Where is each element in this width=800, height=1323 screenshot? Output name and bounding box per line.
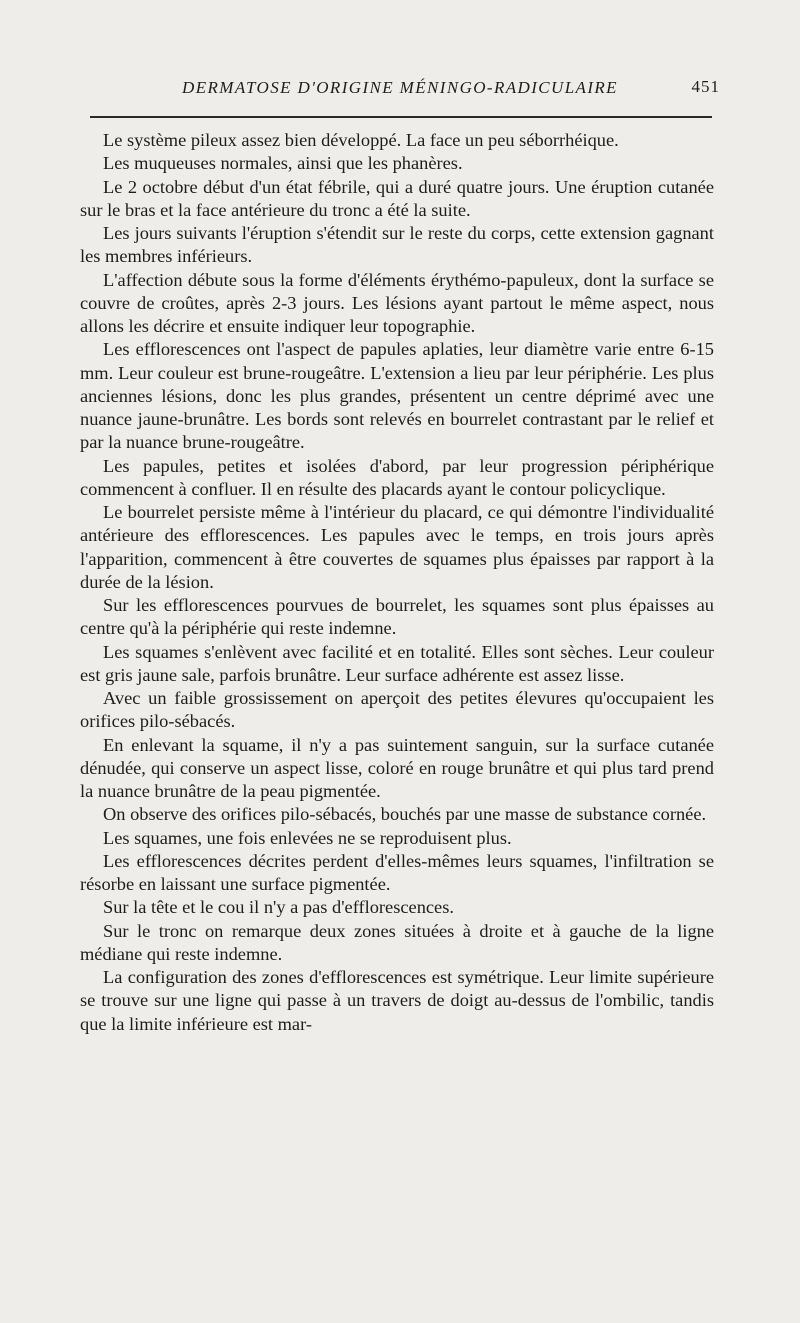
paragraph: Les squames, une fois enlevées ne se reproduisent plus. [103,827,512,848]
paragraph: Le 2 octobre début d'un état fébrile, qui a duré quatre jours. Une éruption cutanée sur le bras et la face antérieure du tronc a été la suite. [80,176,714,220]
page-number: 451 [691,77,720,96]
paragraph: Le bourrelet persiste même à l'intérieur du placard, ce qui démontre l'individualité antérieure des efflorescences. Les papules avec le temps, en trois jours après l'apparition, commencent à être couvertes de squames plus épaisses par rapport à la durée de la lésion. [80,502,714,592]
paragraph: Sur le tronc on remarque deux zones situées à droite et à gauche de la ligne médiane qui reste indemne. [80,920,714,964]
paragraph: Les papules, petites et isolées d'abord, par leur progression périphérique commencent à confluer. Il en résulte des placards ayant le contour policyclique. [80,455,714,499]
paragraph: Les efflorescences décrites perdent d'elles-mêmes leurs squames, l'infiltration se résorbe en laissant une surface pigmentée. [80,850,714,894]
body-text [80,129,714,1036]
paragraph: Sur la tête et le cou il n'y a pas d'efflorescences. [103,897,454,918]
paragraph: Sur les efflorescences pourvues de bourrelet, les squames sont plus épaisses au centre qu'à la périphérie qui reste indemne. [80,595,714,639]
running-head [80,78,720,100]
paragraph: Les efflorescences ont l'aspect de papules aplaties, leur diamètre varie entre 6-15 mm. Leur couleur est brune-rougeâtre. L'extension a lieu par leur périphérie. Les plus anciennes lésions, donc les plus grandes, présentent un centre déprimé avec une nuance jaune-brunâtre. Les bords sont relevés en bourrelet contrastant par le relief et par la nuance brune-rougeâtre. [80,339,714,453]
paragraph: Les muqueuses normales, ainsi que les phanères. [103,153,463,174]
paragraph: Avec un faible grossissement on aperçoit des petites élevures qu'occupaient les orifices pilo-sébacés. [80,688,714,732]
paragraph: La configuration des zones d'efflorescences est symétrique. Leur limite supérieure se trouve sur une ligne qui passe à un travers de doigt au-dessus de l'ombilic, tandis que la limite inférieure est mar- [80,967,714,1034]
running-title: DERMATOSE D'ORIGINE MÉNINGO-RADICULAIRE [182,78,618,97]
paragraph: On observe des orifices pilo-sébacés, bouchés par une masse de substance cornée. [103,804,707,825]
paragraph: Les jours suivants l'éruption s'étendit sur le reste du corps, cette extension gagnant les membres inférieurs. [80,223,714,267]
header-rule [90,116,712,118]
paragraph: Le système pileux assez bien développé. La face un peu séborrhéique. [103,130,619,150]
paragraph: Les squames s'enlèvent avec facilité et en totalité. Elles sont sèches. Leur couleur est gris jaune sale, parfois brunâtre. Leur surface adhérente est assez lisse. [80,641,714,685]
paragraph: L'affection débute sous la forme d'éléments érythémo-papuleux, dont la surface se couvre de croûtes, après 2-3 jours. Les lésions ayant partout le même aspect, nous allons les décrire et ensuite indiquer leur topographie. [80,269,714,336]
paragraph: En enlevant la squame, il n'y a pas suintement sanguin, sur la surface cutanée dénudée, qui conserve un aspect lisse, coloré en rouge brunâtre et qui plus tard prend la nuance brunâtre de la peau pigmentée. [80,734,714,801]
